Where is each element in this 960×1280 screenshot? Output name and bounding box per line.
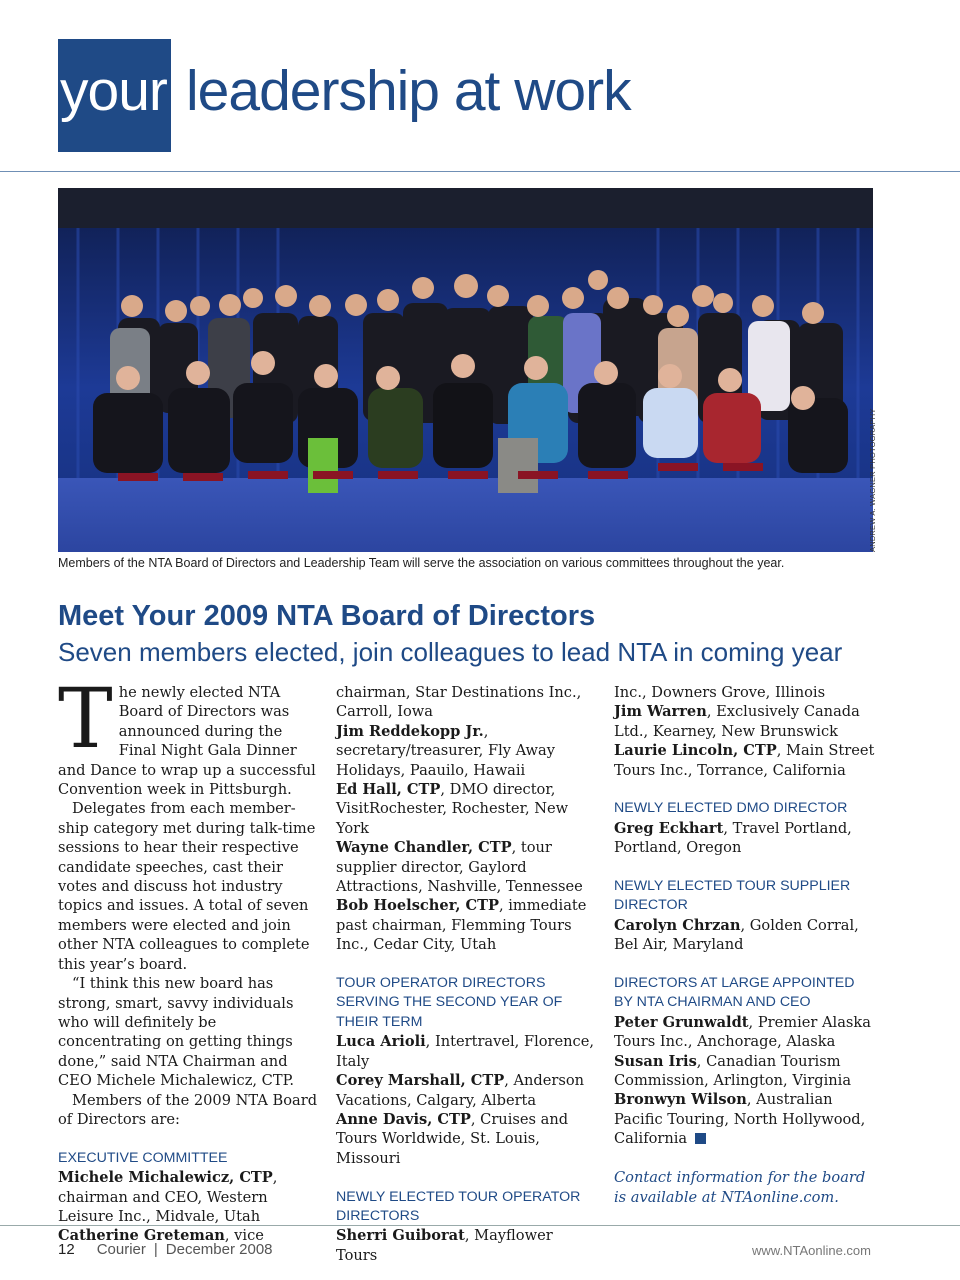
member-details: , Main Street Tours Inc., Torrance, California: [614, 742, 875, 779]
footer-separator: |: [153, 1241, 158, 1258]
board-member-entry: [336, 722, 598, 780]
member-details: , tour supplier director, Gaylord Attractions, Nashville, Tennessee: [336, 839, 583, 896]
member-details: , Premier Alaska Tours Inc., Anchorage, Alaska: [614, 1013, 871, 1051]
section-heading: DIRECTORS AT LARGE APPOINTED BY NTA CHAIRMAN AND CEO: [614, 975, 855, 1011]
board-member-entry: [336, 1071, 598, 1110]
article-headline: Meet Your 2009 NTA Board of Directors: [58, 600, 596, 632]
section-heading: NEWLY ELECTED TOUR OPERATOR DIRECTORS: [336, 1188, 581, 1224]
member-name: Luca Arioli: [336, 1033, 426, 1051]
member-name: Bob Hoelscher, CTP: [336, 897, 499, 915]
board-member-entry: [614, 702, 876, 741]
article-paragraph: “I think this new board has strong, smart, savvy individuals who will definitely be concentrating on getting things done,” said NTA Chairman and CEO Michele Michalewicz, CTP.: [58, 975, 295, 1090]
board-member-entry: [336, 1032, 598, 1071]
article-paragraph: Delegates from each member-ship category met during talk-time sessions to hear their respective candidate speeches, cast their votes and discuss hot industry topics and issues. A total of seven members were elected and join other NTA colleagues to complete this year’s board.: [58, 800, 316, 973]
article-paragraph: Members of the 2009 NTA Board of Directors are:: [58, 1091, 318, 1128]
contact-note: Contact information for the board is available at NTAonline.com.: [614, 1169, 866, 1206]
article-column-3: [614, 683, 876, 1207]
board-member-entry: [336, 838, 598, 896]
member-details: , vice: [224, 1227, 264, 1245]
member-name: Ed Hall: [336, 781, 397, 799]
member-details: , Cruises and Tours Worldwide, St. Louis, Missouri: [336, 1110, 569, 1167]
member-name: Corey Marshall: [336, 1072, 461, 1090]
section-heading: NEWLY ELECTED TOUR SUPPLIER DIRECTOR: [614, 878, 851, 914]
board-member-entry: [614, 1052, 876, 1091]
member-credential: , CTP: [460, 1072, 505, 1090]
member-name: Jim Warren: [614, 703, 707, 721]
board-member-entry: [58, 1168, 320, 1226]
member-details: , DMO director, VisitRochester, Rochester, New York: [336, 781, 569, 837]
footer-folio: [58, 1241, 273, 1258]
member-credential: , CTP: [229, 1169, 273, 1187]
member-name: Susan Iris: [614, 1052, 697, 1070]
member-details: , Canadian Tourism Commission, Arlington, Virginia: [614, 1052, 852, 1090]
header-title-your: your: [60, 59, 167, 123]
member-details: , Travel Portland, Portland, Oregon: [614, 819, 852, 857]
header-divider: [0, 171, 960, 172]
member-name: Carolyn Chrzan: [614, 916, 741, 934]
board-member-entry: [614, 1090, 876, 1148]
group-photo: [58, 188, 873, 552]
article-column-1: [58, 672, 320, 1246]
member-details: , chairman and CEO, Western Leisure Inc., Midvale, Utah: [58, 1169, 278, 1225]
member-details: , Golden Corral, Bel Air, Maryland: [614, 916, 859, 954]
member-details: , Exclusively Canada Ltd., Kearney, New Brunswick: [614, 703, 860, 740]
end-mark-icon: [695, 1133, 706, 1144]
section-heading: EXECUTIVE COMMITTEE: [58, 1149, 228, 1166]
member-credential: , CTP: [427, 1110, 471, 1128]
board-member-entry: [336, 780, 598, 838]
header-title-rest: leadership at work: [186, 59, 631, 123]
issue-date: December 2008: [165, 1241, 273, 1258]
member-name: Greg Eckhart: [614, 819, 724, 837]
member-name: Peter Grunwaldt: [614, 1013, 749, 1031]
member-name: Sherri Guiborat: [336, 1227, 465, 1245]
member-credential: , CTP: [733, 742, 777, 760]
footer-divider: [0, 1225, 960, 1226]
article-subhead: Seven members elected, join colleagues to lead NTA in coming year: [58, 637, 843, 667]
member-credential: , CTP: [467, 839, 512, 857]
footer-url-link[interactable]: www.NTAonline.com: [752, 1243, 871, 1258]
member-name: Wayne Chandler: [336, 839, 468, 857]
paragraph-text: he newly elected NTA Board of Directors was announced during the Final Night Gala Dinner and Dance to wrap up a successful Convention week in Pittsburgh.: [58, 684, 316, 799]
board-member-entry: [336, 896, 598, 954]
section-heading: TOUR OPERATOR DIRECTORS SERVING THE SECOND YEAR OF THEIR TERM: [336, 975, 563, 1030]
member-details: , Anderson Vacations, Calgary, Alberta: [336, 1072, 585, 1109]
page-number: 12: [58, 1241, 75, 1258]
continued-text: chairman, Star Destinations Inc., Carroll, Iowa: [336, 684, 582, 721]
board-member-entry: [336, 1110, 598, 1168]
board-member-entry: [614, 819, 876, 858]
continued-text: Inc., Downers Grove, Illinois: [614, 684, 826, 701]
member-name: Laurie Lincoln: [614, 742, 734, 760]
magazine-name: Courier: [96, 1241, 146, 1258]
member-details: , Australian Pacific Touring, North Hollywood, California: [614, 1091, 866, 1148]
member-name: Jim Reddekopp Jr.: [336, 722, 484, 740]
article-paragraph: [58, 672, 320, 799]
member-details: , Intertravel, Florence, Italy: [336, 1033, 594, 1070]
board-member-entry: [614, 916, 876, 955]
member-name: Anne Davis: [336, 1110, 428, 1128]
member-name: Michele Michalewicz: [58, 1169, 230, 1187]
drop-cap: T: [58, 672, 113, 767]
article-column-2-content: [336, 683, 598, 1265]
member-details: , immediate past chairman, Flemming Tours Inc., Cedar City, Utah: [336, 897, 587, 954]
photo-caption: Members of the NTA Board of Directors and Leadership Team will serve the association on various committees throughout the year.: [58, 556, 785, 570]
section-heading: NEWLY ELECTED DMO DIRECTOR: [614, 800, 848, 817]
board-member-entry: [614, 1013, 876, 1052]
photo-credit: ANDREW A. WAGNER PHOTOGRAPHY: [868, 408, 877, 552]
board-member-entry: [614, 741, 876, 780]
board-member-entry: [336, 1226, 598, 1265]
member-credential: , CTP: [396, 781, 441, 799]
member-details: , Mayflower Tours: [336, 1227, 553, 1264]
member-name: Bronwyn Wilson: [614, 1091, 747, 1109]
member-details: , secretary/treasurer, Fly Away Holidays, Paauilo, Hawaii: [336, 722, 555, 779]
member-name: Catherine Greteman: [58, 1227, 225, 1245]
